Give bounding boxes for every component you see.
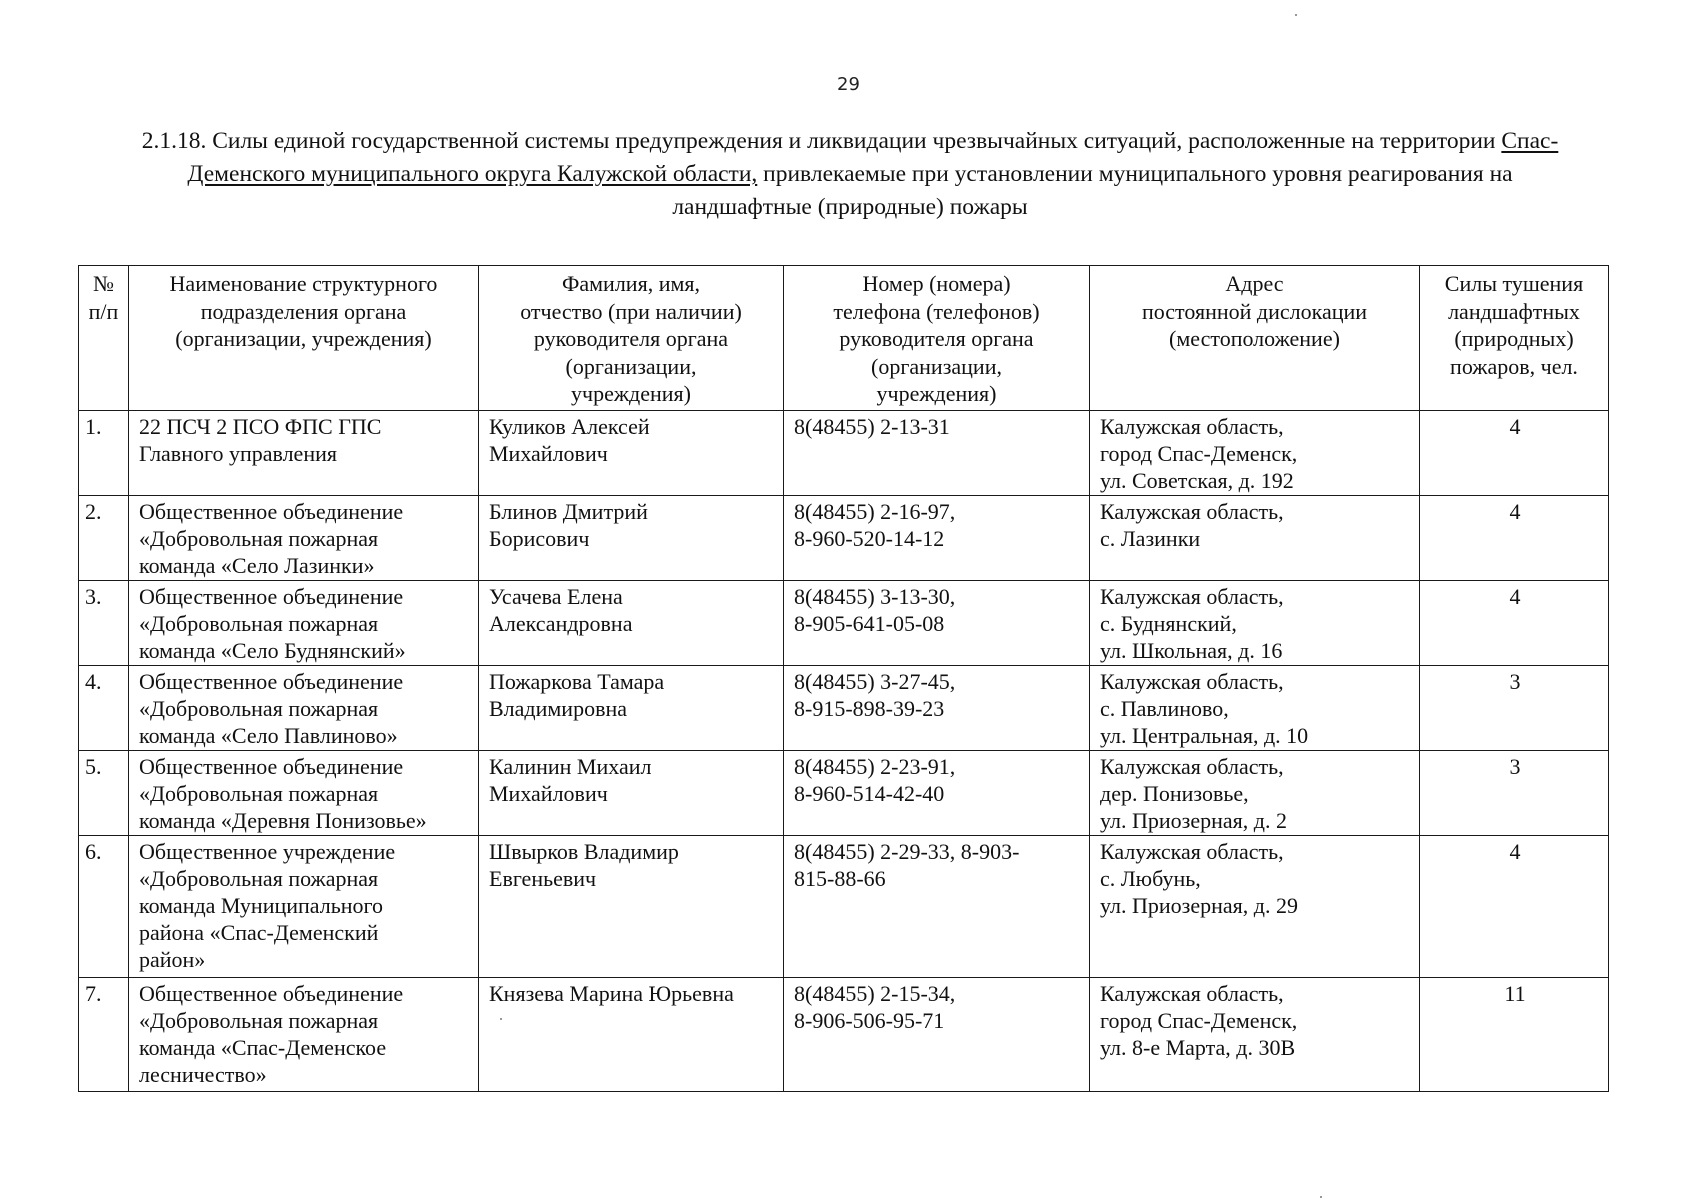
row-head-name: Калинин Михаил Михайлович: [479, 750, 784, 835]
row-unit-name: Общественное учреждение «Добровольная пожарная команда Муниципального района «Спас-Деменский район»: [129, 835, 479, 977]
row-phone: 8(48455) 2-16-97, 8-960-520-14-12: [784, 495, 1090, 580]
scan-speck: [500, 1018, 502, 1020]
row-forces: 4: [1420, 495, 1609, 580]
header-head-name: Фамилия, имя, отчество (при наличии) руководителя органа (организации, учреждения): [479, 266, 784, 411]
table-row: [79, 580, 1609, 665]
heading-text-start: 2.1.18. Силы единой государственной системы предупреждения и ликвидации чрезвычайных ситуаций, расположенные на территории: [141, 128, 1502, 154]
row-address: Калужская область, город Спас-Деменск, ул. Советская, д. 192: [1090, 410, 1420, 495]
row-phone: 8(48455) 2-15-34, 8-906-506-95-71: [784, 977, 1090, 1091]
row-phone: 8(48455) 2-13-31: [784, 410, 1090, 495]
row-forces: 11: [1420, 977, 1609, 1091]
table-header-row: [79, 266, 1609, 411]
row-number: 2.: [79, 495, 129, 580]
header-forces: Силы тушения ландшафтных (природных) пожаров, чел.: [1420, 266, 1609, 411]
row-head-name: Пожаркова Тамара Владимировна: [479, 665, 784, 750]
row-number: 6.: [79, 835, 129, 977]
row-number: 4.: [79, 665, 129, 750]
row-number: 5.: [79, 750, 129, 835]
row-forces: 3: [1420, 665, 1609, 750]
row-unit-name: Общественное объединение «Добровольная пожарная команда «Село Павлиново»: [129, 665, 479, 750]
row-head-name: Куликов Алексей Михайлович: [479, 410, 784, 495]
page-number: 29: [837, 74, 860, 95]
table-row: [79, 750, 1609, 835]
header-phone: Номер (номера) телефона (телефонов) руководителя органа (организации, учреждения): [784, 266, 1090, 411]
row-phone: 8(48455) 3-27-45, 8-915-898-39-23: [784, 665, 1090, 750]
row-unit-name: Общественное объединение «Добровольная пожарная команда «Село Лазинки»: [129, 495, 479, 580]
row-forces: 4: [1420, 410, 1609, 495]
row-unit-name: Общественное объединение «Добровольная пожарная команда «Спас-Деменское лесничество»: [129, 977, 479, 1091]
row-head-name: Швырков Владимир Евгеньевич: [479, 835, 784, 977]
row-unit-name: Общественное объединение «Добровольная пожарная команда «Деревня Понизовье»: [129, 750, 479, 835]
table-row: [79, 410, 1609, 495]
row-unit-name: Общественное объединение «Добровольная пожарная команда «Село Буднянский»: [129, 580, 479, 665]
table-row: [79, 495, 1609, 580]
heading-underlined-territory: Спас-Деменского муниципального округа Калужской области,: [187, 128, 1559, 187]
row-head-name: Князева Марина Юрьевна: [479, 977, 784, 1091]
row-head-name: Усачева Елена Александровна: [479, 580, 784, 665]
forces-table: [78, 265, 1609, 1092]
scan-speck: [1320, 1196, 1322, 1198]
section-heading: [130, 125, 1570, 224]
row-phone: 8(48455) 3-13-30, 8-905-641-05-08: [784, 580, 1090, 665]
row-forces: 4: [1420, 835, 1609, 977]
heading-text-end: привлекаемые при установлении муниципального уровня реагирования на ландшафтные (природные) пожары: [672, 161, 1513, 220]
header-number: № п/п: [79, 266, 129, 411]
row-unit-name: 22 ПСЧ 2 ПСО ФПС ГПС Главного управления: [129, 410, 479, 495]
row-address: Калужская область, с. Любунь, ул. Приозерная, д. 29: [1090, 835, 1420, 977]
header-unit-name: Наименование структурного подразделения органа (организации, учреждения): [129, 266, 479, 411]
row-number: 1.: [79, 410, 129, 495]
row-address: Калужская область, с. Буднянский, ул. Школьная, д. 16: [1090, 580, 1420, 665]
row-forces: 4: [1420, 580, 1609, 665]
row-address: Калужская область, с. Лазинки: [1090, 495, 1420, 580]
row-head-name: Блинов Дмитрий Борисович: [479, 495, 784, 580]
header-address: Адрес постоянной дислокации (местоположение): [1090, 266, 1420, 411]
row-number: 3.: [79, 580, 129, 665]
table-row: [79, 977, 1609, 1091]
row-address: Калужская область, дер. Понизовье, ул. Приозерная, д. 2: [1090, 750, 1420, 835]
table-row: [79, 835, 1609, 977]
row-phone: 8(48455) 2-23-91, 8-960-514-42-40: [784, 750, 1090, 835]
row-address: Калужская область, город Спас-Деменск, ул. 8-е Марта, д. 30В: [1090, 977, 1420, 1091]
row-address: Калужская область, с. Павлиново, ул. Центральная, д. 10: [1090, 665, 1420, 750]
scan-speck: [1295, 14, 1297, 16]
row-phone: 8(48455) 2-29-33, 8-903- 815-88-66: [784, 835, 1090, 977]
table-row: [79, 665, 1609, 750]
row-forces: 3: [1420, 750, 1609, 835]
row-number: 7.: [79, 977, 129, 1091]
